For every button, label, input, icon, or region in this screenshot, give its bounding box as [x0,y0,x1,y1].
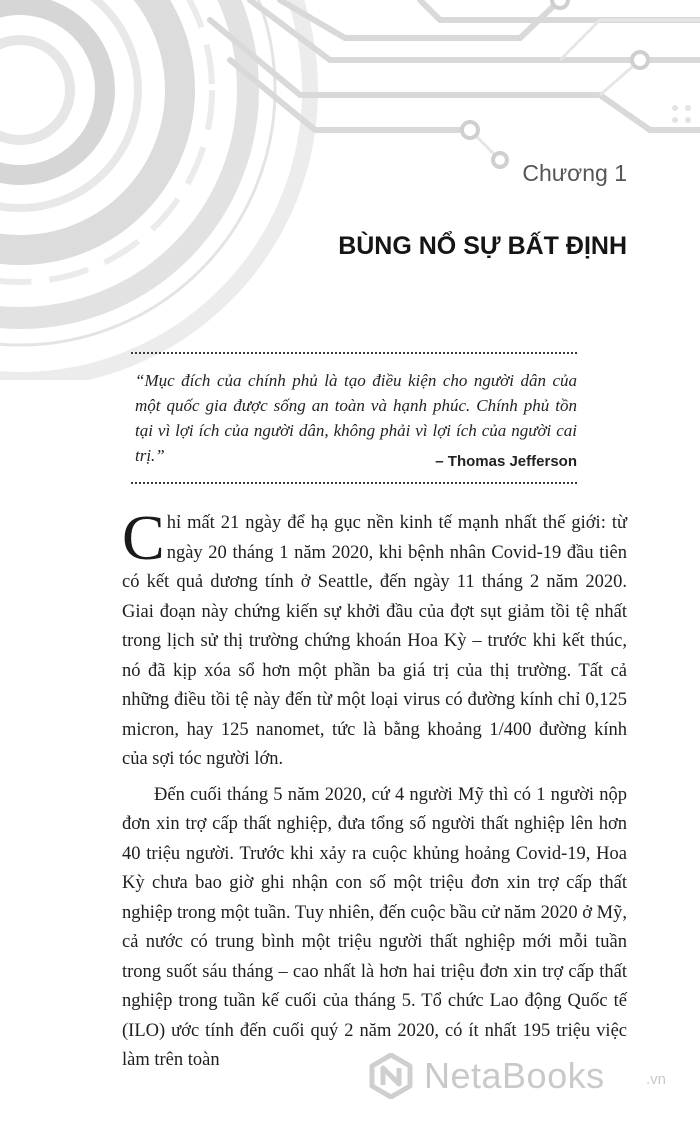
netabooks-logo-icon [368,1053,414,1099]
paragraph-1-text: hỉ mất 21 ngày để hạ gục nền kinh tế mạnh nhất thế giới: từ ngày 20 tháng 1 năm 2020, khi bệnh nhân Covid-19 đầu tiên có kết quả dương tính ở Seattle, đến ngày 11 tháng 2 năm 2020. Giai đoạn này chứng kiến sự khởi đầu của đợt sụt giảm tồi tệ nhất trong lịch sử thị trường chứng khoán Hoa Kỳ – trước khi kết thúc, nó đã kịp xóa sổ hơn một phần ba giá trị của thị trường. Tất cả những điều tồi tệ này đến từ một loại virus có đường kính chỉ 0,125 micron, hay 125 nanomet, tức là bằng khoảng 1/400 đường kính của sợi tóc người lớn. [122,513,627,769]
drop-cap: C [122,502,165,573]
paragraph-2: Đến cuối tháng 5 năm 2020, cứ 4 người Mỹ thì có 1 người nộp đơn xin trợ cấp thất nghiệp, đưa tổng số người thất nghiệp lên hơn 40 triệu người. Trước khi xảy ra cuộc khủng hoảng Covid-19, Hoa Kỳ chưa bao giờ ghi nhận con số một triệu đơn xin trợ cấp thất nghiệp trong một tuần. Tuy nhiên, đến cuộc bầu cử năm 2020 ở Mỹ, cả nước có trung bình một triệu người thất nghiệp mới mỗi tuần trong suốt sáu tháng – cao nhất là hơn hai triệu đơn xin trợ cấp thất nghiệp trong tuần kế cuối của tháng 5. Tổ chức Lao động Quốc tế (ILO) ước tính đến cuối quý 2 năm 2020, có ít nhất 195 triệu việc làm trên toàn [122,784,627,1070]
circuit-decoration [0,0,700,380]
epigraph-author: – Thomas Jefferson [435,453,577,470]
chapter-label: Chương 1 [522,160,627,186]
body-text [122,502,627,1076]
watermark-brand: NetaBooks [424,1055,605,1096]
epigraph-box [131,352,577,484]
chapter-title: BÙNG NỔ SỰ BẤT ĐỊNH [338,232,627,260]
epigraph-quote: “Mục đích của chính phủ là tạo điều kiện cho người dân của một quốc gia được sống an toàn và hạnh phúc. Chính phủ tồn tại vì lợi ích của người dân, không phải vì lợi ích của người cai trị.” [135,371,577,465]
watermark-suffix: .vn [646,1071,667,1088]
watermark [368,1053,678,1099]
paragraph-1 [122,502,627,775]
